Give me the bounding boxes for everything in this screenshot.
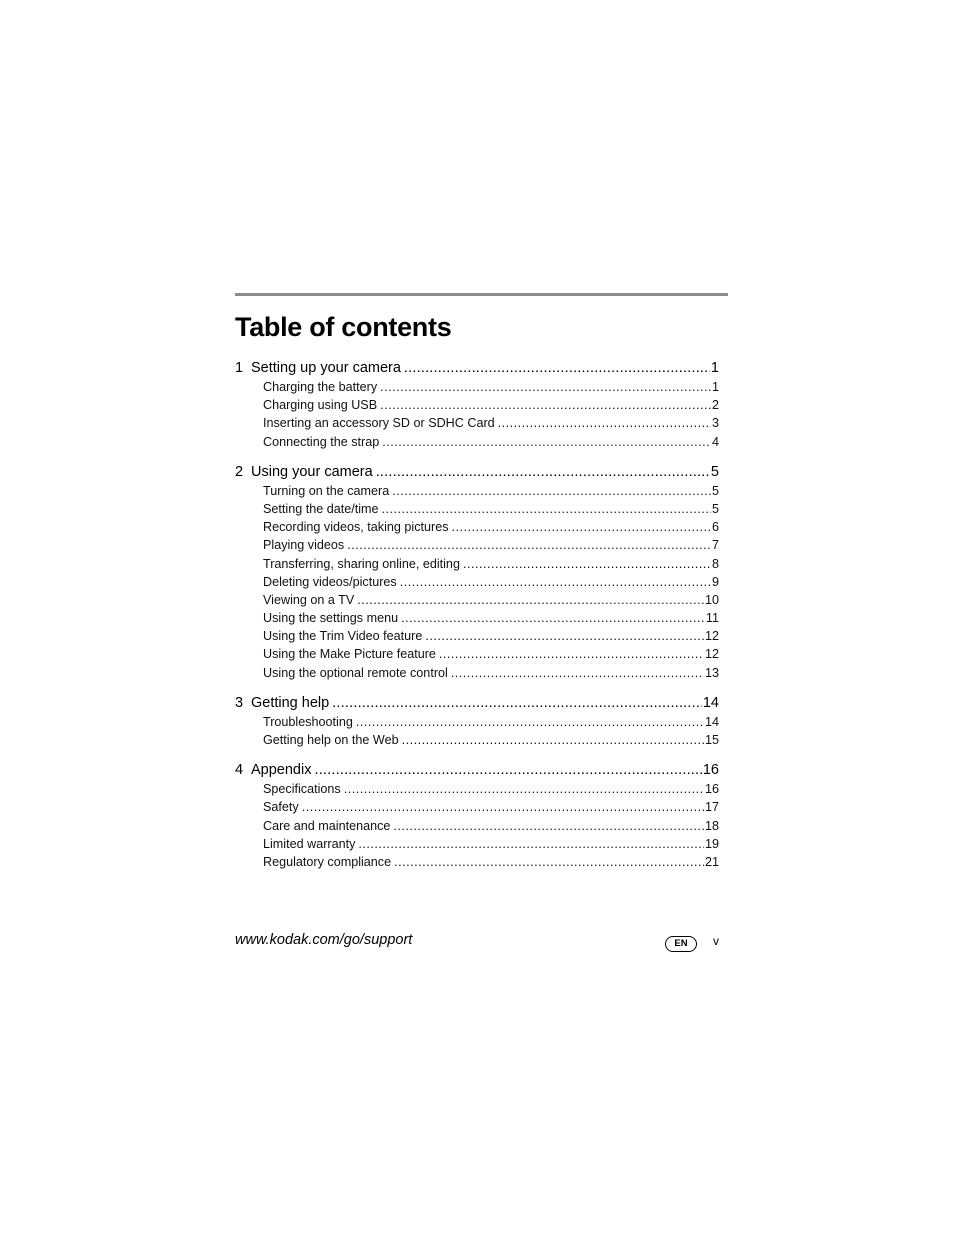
toc-section-entry[interactable] [235,536,719,554]
chapter-page: 14 [702,694,719,711]
section-page: 16 [704,782,719,797]
section-title: Getting help on the Web [263,733,399,747]
toc-chapter-1 [235,359,719,451]
section-title: Inserting an accessory SD or SDHC Card [263,416,495,431]
dot-leader [402,731,704,749]
toc-section-entry[interactable] [235,627,719,645]
toc-section-entry[interactable] [235,798,719,816]
section-title: Viewing on a TV [263,592,355,607]
page-number: v [713,934,719,948]
dot-leader [302,798,704,816]
dot-leader [347,536,711,554]
toc-section-entry[interactable] [235,396,719,414]
section-title: Deleting videos/pictures [263,574,397,589]
section-page: 5 [711,483,719,498]
section-page: 21 [704,854,719,869]
toc-chapter-2 [235,463,719,682]
dot-leader [314,761,701,780]
section-title: Specifications [263,782,341,797]
dot-leader [452,518,711,536]
chapter-page: 16 [702,762,719,779]
toc-chapter-entry[interactable] [235,761,719,780]
dot-leader [376,463,710,482]
toc-section-entry[interactable] [235,664,719,682]
chapter-title: Setting up your camera [251,360,401,376]
dot-leader [380,378,711,396]
dot-leader [400,573,711,591]
toc-section-entry[interactable] [235,518,719,536]
toc-section-entry[interactable] [235,853,719,871]
section-page: 6 [711,520,719,535]
chapter-page: 5 [710,463,719,480]
dot-leader [332,694,702,713]
section-page: 10 [704,592,719,607]
toc-section-entry[interactable] [235,500,719,518]
section-page: 18 [704,818,719,833]
dot-leader [382,433,711,451]
toc-section-entry[interactable] [235,378,719,396]
dot-leader [425,627,704,645]
dot-leader [358,835,704,853]
section-title: Connecting the strap [263,434,380,449]
section-title: Regulatory compliance [263,854,392,869]
section-title: Safety [263,800,299,815]
section-page: 3 [711,416,719,431]
chapter-number: 1 [235,360,244,376]
dot-leader [463,555,711,573]
dot-leader [451,664,704,682]
section-title: Using the Trim Video feature [263,629,423,644]
toc-section-entry[interactable] [235,555,719,573]
support-url[interactable]: www.kodak.com/go/support [235,932,413,948]
chapter-title: Appendix [251,762,312,779]
section-page: 15 [704,733,719,747]
toc-chapter-4 [235,761,719,871]
section-title: Transferring, sharing online, editing [263,556,460,571]
toc-chapter-entry[interactable] [235,463,719,482]
toc-section-entry[interactable] [235,835,719,853]
dot-leader [392,482,711,500]
chapter-number: 4 [235,762,244,779]
section-title: Playing videos [263,538,345,553]
toc-section-entry[interactable] [235,591,719,609]
section-title: Care and maintenance [263,818,391,833]
dot-leader [344,780,704,798]
dot-leader [439,645,704,663]
toc-chapter-entry[interactable] [235,359,719,378]
section-page: 14 [704,714,719,729]
toc-section-entry[interactable] [235,817,719,835]
section-page: 8 [711,556,719,571]
header-rule [235,293,728,296]
section-title: Turning on the camera [263,483,390,498]
dot-leader [401,609,705,627]
page-title: Table of contents [235,312,452,342]
toc-section-entry[interactable] [235,731,719,749]
section-page: 11 [705,611,719,626]
toc-section-entry[interactable] [235,482,719,500]
section-page: 9 [711,574,719,589]
dot-leader [404,359,710,378]
dot-leader [380,396,711,414]
toc-section-entry[interactable] [235,609,719,627]
section-page: 2 [711,398,719,413]
toc-chapter-entry[interactable] [235,694,719,713]
toc-section-entry[interactable] [235,433,719,451]
section-title: Using the settings menu [263,611,399,626]
dot-leader [356,713,704,731]
dot-leader [394,853,704,871]
section-title: Setting the date/time [263,501,379,516]
dot-leader [357,591,704,609]
table-of-contents [235,359,719,883]
section-page: 17 [704,800,719,815]
section-page: 13 [704,665,719,680]
toc-section-entry[interactable] [235,713,719,731]
section-page: 4 [711,434,719,449]
dot-leader [382,500,711,518]
section-title: Troubleshooting [263,714,353,729]
section-title: Using the Make Picture feature [263,647,436,662]
section-page: 1 [711,380,719,394]
section-title: Recording videos, taking pictures [263,520,449,535]
section-title: Charging the battery [263,380,378,394]
chapter-title: Using your camera [251,463,373,480]
section-page: 7 [711,538,719,553]
chapter-number: 3 [235,694,244,711]
toc-section-entry[interactable] [235,573,719,591]
toc-section-entry[interactable] [235,414,719,432]
chapter-title: Getting help [251,694,330,711]
section-page: 12 [704,647,719,662]
toc-chapter-3 [235,694,719,749]
section-title: Using the optional remote control [263,665,448,680]
section-title: Charging using USB [263,398,378,413]
dot-leader [498,414,711,432]
section-page: 5 [711,501,719,516]
toc-section-entry[interactable] [235,645,719,663]
toc-section-entry[interactable] [235,780,719,798]
chapter-number: 2 [235,463,244,480]
chapter-page: 1 [710,360,719,376]
language-badge: EN [665,936,697,952]
section-title: Limited warranty [263,836,356,851]
section-page: 19 [704,836,719,851]
dot-leader [393,817,704,835]
section-page: 12 [704,629,719,644]
